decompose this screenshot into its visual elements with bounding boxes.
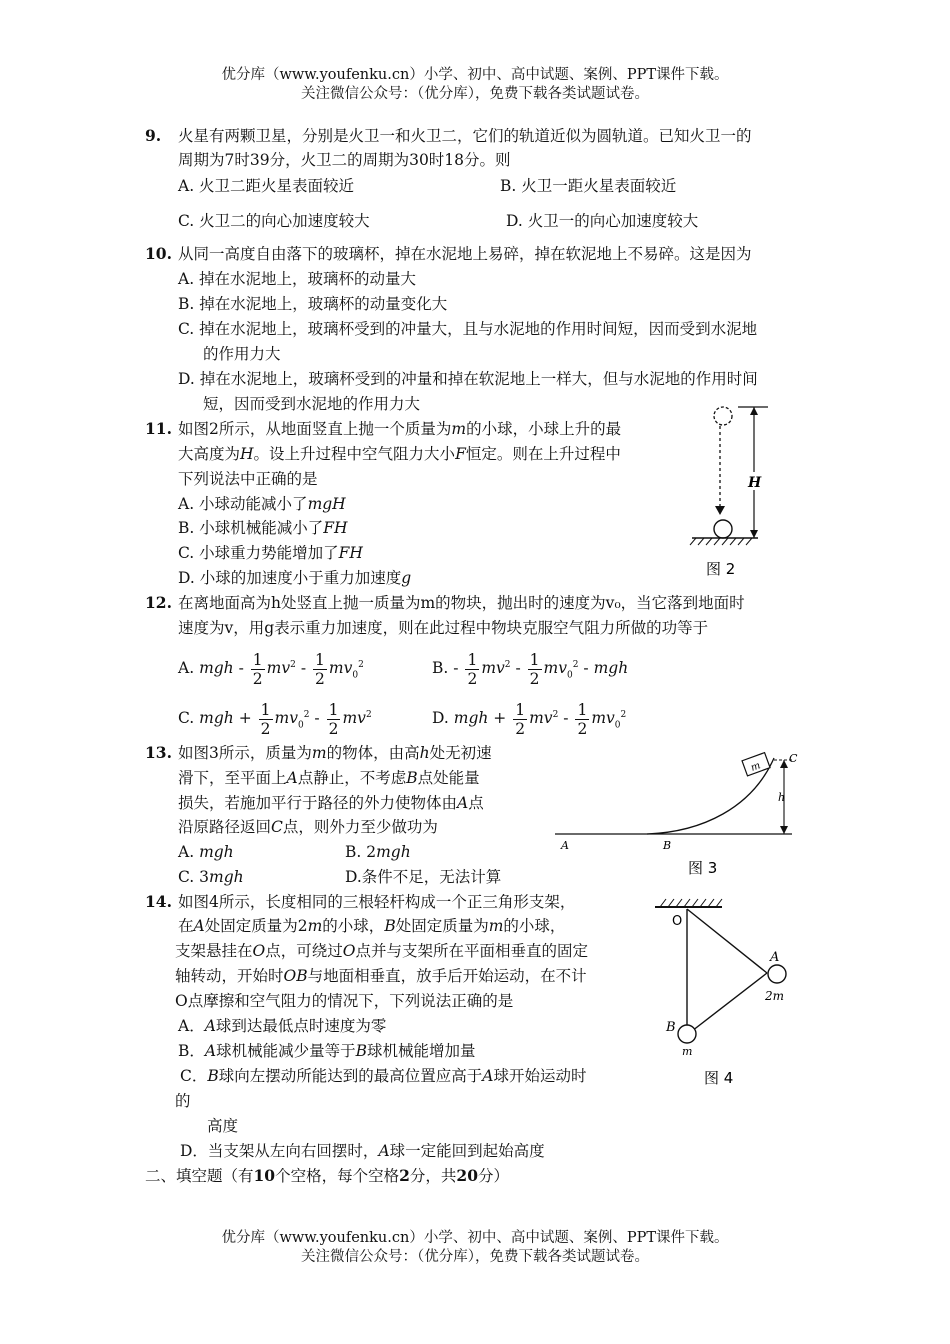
label-A: A xyxy=(561,839,569,852)
option-c: C. 火卫二的向心加速度较大 xyxy=(178,212,370,230)
option-a: A. 掉在水泥地上，玻璃杯的动量大 xyxy=(178,270,417,288)
figure-caption: 图 3 xyxy=(688,859,718,877)
header-line-1: 优分库（www.youfenku.cn）小学、初中、高中试题、案例、PPT课件下载。 xyxy=(221,67,729,83)
question-number: 14. xyxy=(145,892,172,911)
question-stem: 在A处固定质量为2m的小球，B处固定质量为m的小球， xyxy=(178,917,566,935)
question-stem: 如图4所示，长度相同的三根轻杆构成一个正三角形支架， xyxy=(178,893,576,911)
label-m: m xyxy=(749,760,763,774)
option-d: D. 小球的加速度小于重力加速度g xyxy=(178,569,412,587)
option-a: A. mgh - $\frac{1}{2}$ $mv^2$ - $\frac{1}{2}$ $mv_0^2$ xyxy=(178,650,364,688)
figure-4 xyxy=(652,893,792,1093)
question-stem: 轴转动，开始时OB与地面相垂直，放手后开始运动，在不计 xyxy=(175,967,587,985)
label-H: H xyxy=(748,475,762,491)
option-c: C．B球向左摆动所能达到的最高位置应高于A球开始运动时 xyxy=(180,1067,587,1085)
figure-caption: 图 2 xyxy=(706,560,736,578)
question-stem: 支架悬挂在O点，可绕过O点并与支架所在平面相垂直的固定 xyxy=(175,942,588,960)
rod-AB xyxy=(692,973,767,1031)
option-c-cont: 的作用力大 xyxy=(203,345,281,363)
option-b: B．A球机械能减少量等于B球机械能增加量 xyxy=(178,1042,476,1060)
question-number: 10. xyxy=(145,244,172,263)
option-a: A. mgh xyxy=(178,843,234,861)
label-m: m xyxy=(682,1045,693,1058)
option-b: B. 2mgh xyxy=(345,843,411,861)
option-c: C. 小球重力势能增加了FH xyxy=(178,544,363,562)
option-c: C. mgh + $\frac{1}{2}$ $mv_0^2$ - $\frac{1}{2}$ $mv^2$ xyxy=(178,700,372,738)
question-stem: 火星有两颗卫星，分别是火卫一和火卫二，它们的轨道近似为圆轨道。已知火卫一的 xyxy=(178,127,752,145)
label-2m: 2m xyxy=(765,989,785,1003)
question-stem: 损失，若施加平行于路径的外力使物体由A点 xyxy=(178,794,484,812)
question-stem: 如图3所示，质量为m的物体，由高h处无初速 xyxy=(178,744,492,762)
question-number: 12. xyxy=(145,593,172,612)
option-d: D.条件不足，无法计算 xyxy=(345,868,502,886)
footer-line-1: 优分库（www.youfenku.cn）小学、初中、高中试题、案例、PPT课件下载。 xyxy=(221,1230,729,1246)
ball-bottom xyxy=(714,520,732,538)
arrow-down-icon xyxy=(715,506,725,515)
label-B: B xyxy=(663,839,672,852)
figure-2 xyxy=(688,402,788,587)
ceiling-hatch xyxy=(660,899,722,907)
question-stem: 在离地面高为h处竖直上抛一质量为m的物块，抛出时的速度为v₀，当它落到地面时 xyxy=(178,594,745,612)
arrow-down-icon xyxy=(780,826,788,834)
arrow-down-icon xyxy=(750,530,758,538)
question-stem: 大高度为H。设上升过程中空气阻力大小F恒定。则在上升过程中 xyxy=(178,445,621,463)
header-line-2: 关注微信公众号：（优分库），免费下载各类试题试卷。 xyxy=(301,86,649,102)
option-c-cont: 的 xyxy=(175,1092,191,1110)
option-c: C. 3mgh xyxy=(178,868,244,886)
rod-OA xyxy=(687,909,767,973)
option-b: B. 掉在水泥地上，玻璃杯的动量变化大 xyxy=(178,295,448,313)
option-d: D. mgh + $\frac{1}{2}$ $mv^2$ - $\frac{1}{2}$ $mv_0^2$ xyxy=(432,700,627,738)
option-d: D. 掉在水泥地上，玻璃杯受到的冲量和掉在软泥地上一样大，但与水泥地的作用时间 xyxy=(178,370,758,388)
question-stem: 沿原路径返回C点，则外力至少做功为 xyxy=(178,818,438,836)
question-stem: 从同一高度自由落下的玻璃杯，掉在水泥地上易碎，掉在软泥地上不易碎。这是因为 xyxy=(178,245,752,263)
option-d: D．当支架从左向右回摆时，A球一定能回到起始高度 xyxy=(180,1142,545,1160)
option-c-cont: 高度 xyxy=(207,1117,239,1135)
ground-hatch xyxy=(690,538,752,545)
footer-line-2: 关注微信公众号：（优分库），免费下载各类试题试卷。 xyxy=(301,1249,649,1265)
ball-B xyxy=(678,1025,696,1043)
question-number: 9. xyxy=(145,126,162,145)
question-stem: 速度为v，用g表示重力加速度，则在此过程中物块克服空气阻力所做的功等于 xyxy=(178,619,709,637)
question-stem: 滑下，至平面上A点静止，不考虑B点处能量 xyxy=(178,769,480,787)
question-stem: 如图2所示，从地面竖直上抛一个质量为m的小球，小球上升的最 xyxy=(178,420,622,438)
ball-A xyxy=(768,965,786,983)
question-number: 13. xyxy=(145,743,172,762)
arrow-up-icon xyxy=(750,407,758,415)
label-C: C xyxy=(789,752,798,765)
section-2-heading: 二、填空题（有10个空格，每个空格2分，共20分） xyxy=(145,1166,510,1185)
ball-top-dashed xyxy=(714,407,732,425)
question-stem: 周期为7时39分，火卫二的周期为30时18分。则 xyxy=(178,151,511,169)
figure-3 xyxy=(552,748,802,883)
question-stem: O点摩擦和空气阻力的情况下，下列说法正确的是 xyxy=(175,992,514,1010)
label-h: h xyxy=(778,791,786,804)
option-d-cont: 短，因而受到水泥地的作用力大 xyxy=(203,395,421,413)
arrow-up-icon xyxy=(780,760,788,768)
option-c: C. 掉在水泥地上，玻璃杯受到的冲量大，且与水泥地的作用时间短，因而受到水泥地 xyxy=(178,320,758,338)
option-b: B. 小球机械能减小了FH xyxy=(178,519,348,537)
figure-caption: 图 4 xyxy=(704,1069,734,1087)
option-d: D. 火卫一的向心加速度较大 xyxy=(506,212,699,230)
question-number: 11. xyxy=(145,419,172,438)
label-B: B xyxy=(666,1020,676,1035)
question-stem: 下列说法中正确的是 xyxy=(178,470,318,488)
option-b: B. - $\frac{1}{2}$ $mv^2$ - $\frac{1}{2}$ $mv_0^2$ - mgh xyxy=(432,650,629,688)
option-b: B. 火卫一距火星表面较近 xyxy=(500,177,677,195)
option-a: A．A球到达最低点时速度为零 xyxy=(178,1017,387,1035)
label-O: O xyxy=(672,914,683,929)
label-A: A xyxy=(770,950,780,965)
option-a: A. 火卫二距火星表面较近 xyxy=(178,177,355,195)
option-a: A. 小球动能减小了mgH xyxy=(178,495,346,513)
